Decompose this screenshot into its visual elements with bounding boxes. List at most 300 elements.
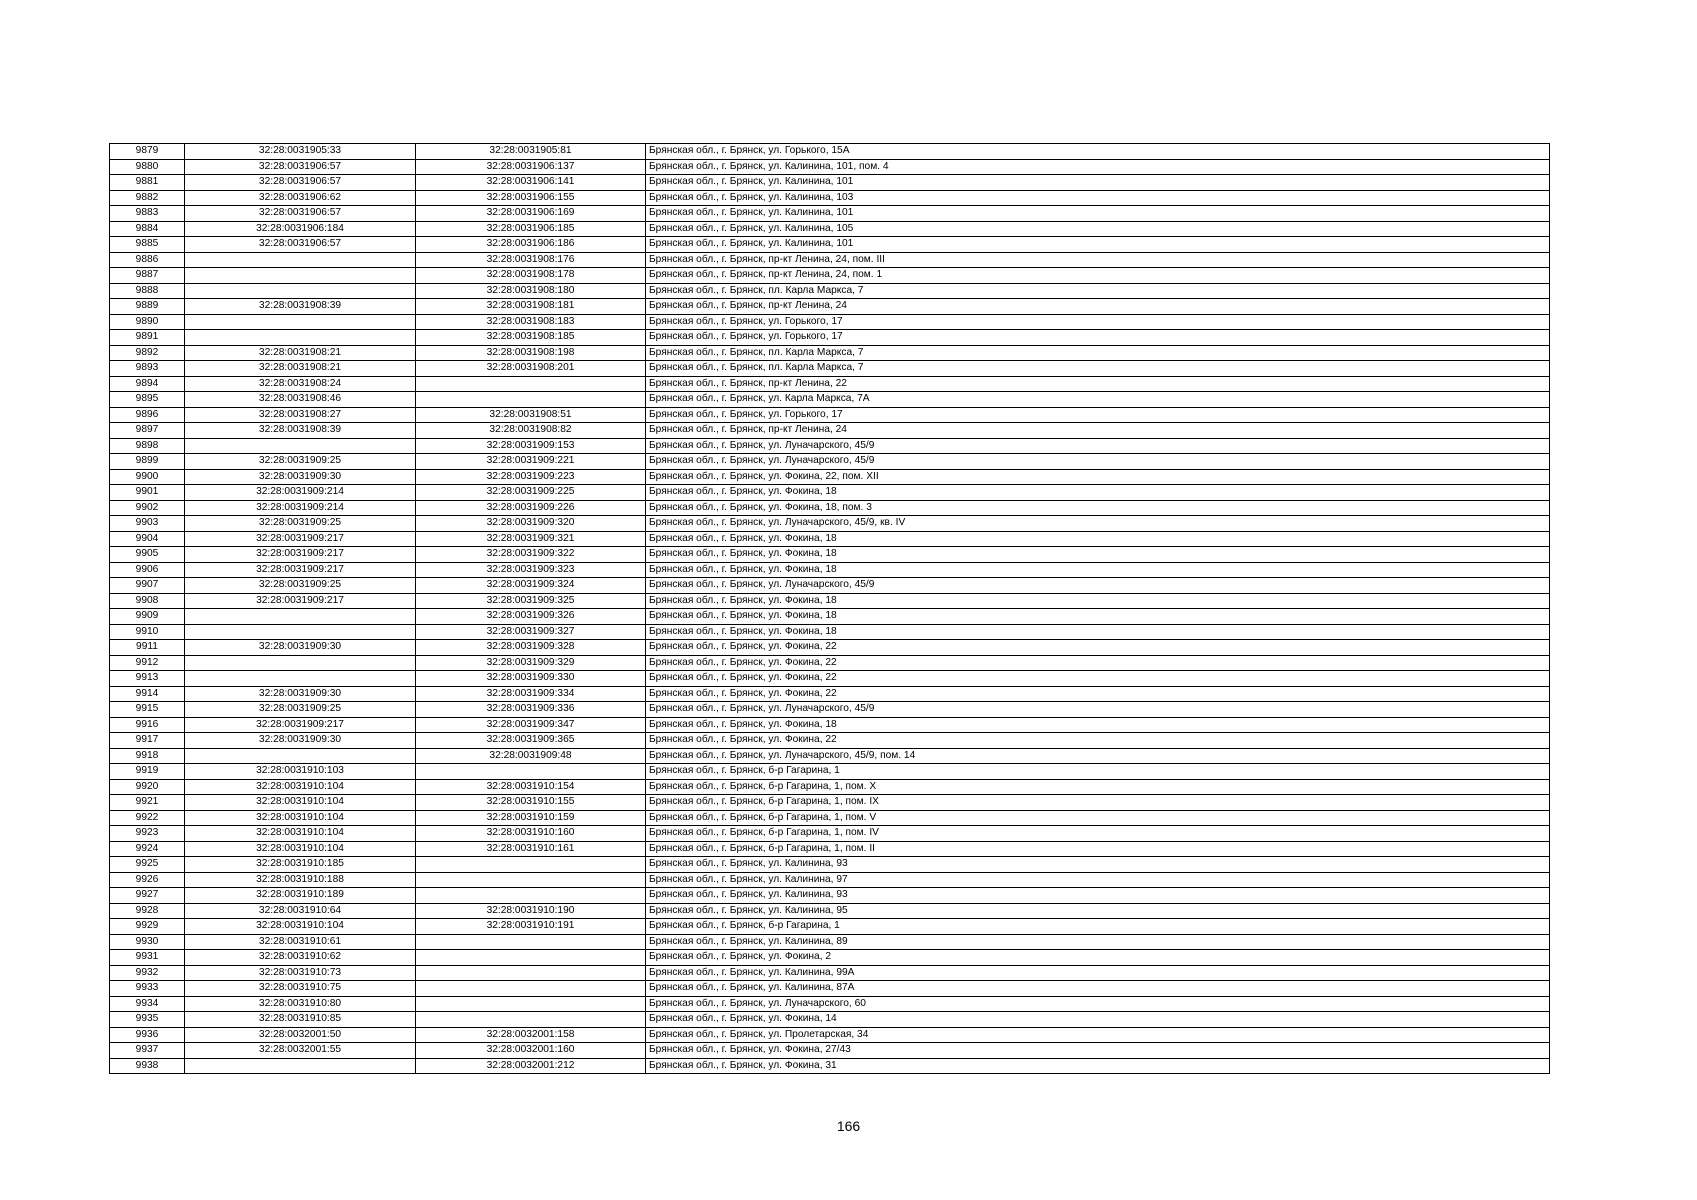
address-cell: Брянская обл., г. Брянск, б-р Гагарина, 1, пом. V <box>646 810 1550 826</box>
table-row <box>110 795 1550 811</box>
row-number-cell: 9893 <box>110 361 185 377</box>
object-number-cell: 32:28:0031908:178 <box>416 268 646 284</box>
address-cell: Брянская обл., г. Брянск, ул. Калинина, 93 <box>646 857 1550 873</box>
object-number-cell: 32:28:0032001:160 <box>416 1043 646 1059</box>
parcel-number-cell: 32:28:0031910:189 <box>185 888 416 904</box>
parcel-number-cell: 32:28:0031910:104 <box>185 919 416 935</box>
table-row <box>110 857 1550 873</box>
parcel-number-cell <box>185 283 416 299</box>
address-cell: Брянская обл., г. Брянск, ул. Фокина, 18 <box>646 624 1550 640</box>
row-number-cell: 9926 <box>110 872 185 888</box>
address-cell: Брянская обл., г. Брянск, пл. Карла Маркса, 7 <box>646 361 1550 377</box>
address-cell: Брянская обл., г. Брянск, ул. Горького, 17 <box>646 407 1550 423</box>
parcel-number-cell: 32:28:0031906:62 <box>185 190 416 206</box>
object-number-cell: 32:28:0031906:155 <box>416 190 646 206</box>
parcel-number-cell: 32:28:0031908:24 <box>185 376 416 392</box>
table-row <box>110 206 1550 222</box>
row-number-cell: 9931 <box>110 950 185 966</box>
table-row <box>110 237 1550 253</box>
object-number-cell <box>416 857 646 873</box>
object-number-cell: 32:28:0031909:322 <box>416 547 646 563</box>
records-table-body <box>110 144 1550 1074</box>
address-cell: Брянская обл., г. Брянск, ул. Калинина, 87А <box>646 981 1550 997</box>
address-cell: Брянская обл., г. Брянск, ул. Луначарского, 45/9 <box>646 454 1550 470</box>
address-cell: Брянская обл., г. Брянск, ул. Луначарского, 45/9 <box>646 578 1550 594</box>
table-row <box>110 283 1550 299</box>
table-row <box>110 671 1550 687</box>
row-number-cell: 9919 <box>110 764 185 780</box>
object-number-cell: 32:28:0031909:334 <box>416 686 646 702</box>
address-cell: Брянская обл., г. Брянск, ул. Фокина, 18 <box>646 485 1550 501</box>
address-cell: Брянская обл., г. Брянск, ул. Калинина, 97 <box>646 872 1550 888</box>
row-number-cell: 9938 <box>110 1058 185 1074</box>
object-number-cell: 32:28:0031905:81 <box>416 144 646 160</box>
row-number-cell: 9895 <box>110 392 185 408</box>
object-number-cell: 32:28:0031906:185 <box>416 221 646 237</box>
parcel-number-cell <box>185 624 416 640</box>
address-cell: Брянская обл., г. Брянск, ул. Фокина, 22 <box>646 686 1550 702</box>
row-number-cell: 9885 <box>110 237 185 253</box>
parcel-number-cell: 32:28:0031908:39 <box>185 423 416 439</box>
row-number-cell: 9930 <box>110 934 185 950</box>
parcel-number-cell: 32:28:0031909:25 <box>185 578 416 594</box>
table-row <box>110 1012 1550 1028</box>
object-number-cell <box>416 872 646 888</box>
object-number-cell: 32:28:0031908:185 <box>416 330 646 346</box>
table-row <box>110 779 1550 795</box>
object-number-cell: 32:28:0031909:326 <box>416 609 646 625</box>
row-number-cell: 9891 <box>110 330 185 346</box>
parcel-number-cell: 32:28:0031909:217 <box>185 717 416 733</box>
object-number-cell: 32:28:0031909:329 <box>416 655 646 671</box>
parcel-number-cell: 32:28:0031905:33 <box>185 144 416 160</box>
parcel-number-cell <box>185 314 416 330</box>
row-number-cell: 9929 <box>110 919 185 935</box>
parcel-number-cell: 32:28:0031909:25 <box>185 454 416 470</box>
row-number-cell: 9909 <box>110 609 185 625</box>
row-number-cell: 9912 <box>110 655 185 671</box>
row-number-cell: 9887 <box>110 268 185 284</box>
row-number-cell: 9881 <box>110 175 185 191</box>
parcel-number-cell: 32:28:0031909:217 <box>185 562 416 578</box>
address-cell: Брянская обл., г. Брянск, б-р Гагарина, 1, пом. X <box>646 779 1550 795</box>
object-number-cell: 32:28:0031909:48 <box>416 748 646 764</box>
address-cell: Брянская обл., г. Брянск, ул. Фокина, 22 <box>646 655 1550 671</box>
row-number-cell: 9890 <box>110 314 185 330</box>
row-number-cell: 9907 <box>110 578 185 594</box>
parcel-number-cell: 32:28:0032001:50 <box>185 1027 416 1043</box>
row-number-cell: 9927 <box>110 888 185 904</box>
row-number-cell: 9932 <box>110 965 185 981</box>
table-row <box>110 423 1550 439</box>
address-cell: Брянская обл., г. Брянск, ул. Фокина, 18 <box>646 562 1550 578</box>
table-row <box>110 748 1550 764</box>
parcel-number-cell: 32:28:0031910:75 <box>185 981 416 997</box>
table-row <box>110 221 1550 237</box>
row-number-cell: 9933 <box>110 981 185 997</box>
object-number-cell: 32:28:0031909:221 <box>416 454 646 470</box>
object-number-cell: 32:28:0031909:324 <box>416 578 646 594</box>
table-row <box>110 578 1550 594</box>
object-number-cell: 32:28:0031909:225 <box>416 485 646 501</box>
table-row <box>110 764 1550 780</box>
row-number-cell: 9886 <box>110 252 185 268</box>
table-row <box>110 314 1550 330</box>
object-number-cell: 32:28:0031908:198 <box>416 345 646 361</box>
object-number-cell <box>416 965 646 981</box>
parcel-number-cell: 32:28:0031910:104 <box>185 795 416 811</box>
table-row <box>110 950 1550 966</box>
address-cell: Брянская обл., г. Брянск, ул. Калинина, 89 <box>646 934 1550 950</box>
address-cell: Брянская обл., г. Брянск, б-р Гагарина, 1, пом. IX <box>646 795 1550 811</box>
table-row <box>110 547 1550 563</box>
parcel-number-cell: 32:28:0031906:57 <box>185 159 416 175</box>
parcel-number-cell <box>185 252 416 268</box>
row-number-cell: 9937 <box>110 1043 185 1059</box>
object-number-cell: 32:28:0031910:155 <box>416 795 646 811</box>
object-number-cell: 32:28:0031908:181 <box>416 299 646 315</box>
address-cell: Брянская обл., г. Брянск, ул. Горького, 17 <box>646 330 1550 346</box>
address-cell: Брянская обл., г. Брянск, пр-кт Ленина, 24 <box>646 423 1550 439</box>
parcel-number-cell: 32:28:0031908:27 <box>185 407 416 423</box>
table-row <box>110 159 1550 175</box>
table-row <box>110 934 1550 950</box>
table-row <box>110 593 1550 609</box>
parcel-number-cell: 32:28:0031906:184 <box>185 221 416 237</box>
object-number-cell: 32:28:0031909:365 <box>416 733 646 749</box>
address-cell: Брянская обл., г. Брянск, ул. Калинина, 101, пом. 4 <box>646 159 1550 175</box>
parcel-number-cell: 32:28:0031909:214 <box>185 500 416 516</box>
row-number-cell: 9908 <box>110 593 185 609</box>
parcel-number-cell <box>185 748 416 764</box>
address-cell: Брянская обл., г. Брянск, пл. Карла Маркса, 7 <box>646 283 1550 299</box>
row-number-cell: 9924 <box>110 841 185 857</box>
table-row <box>110 686 1550 702</box>
object-number-cell <box>416 934 646 950</box>
parcel-number-cell: 32:28:0031910:103 <box>185 764 416 780</box>
row-number-cell: 9913 <box>110 671 185 687</box>
parcel-number-cell: 32:28:0031910:61 <box>185 934 416 950</box>
address-cell: Брянская обл., г. Брянск, пр-кт Ленина, 24 <box>646 299 1550 315</box>
parcel-number-cell: 32:28:0031910:104 <box>185 841 416 857</box>
table-row <box>110 1058 1550 1074</box>
address-cell: Брянская обл., г. Брянск, пл. Карла Маркса, 7 <box>646 345 1550 361</box>
table-row <box>110 376 1550 392</box>
table-row <box>110 345 1550 361</box>
object-number-cell: 32:28:0031910:154 <box>416 779 646 795</box>
table-row <box>110 919 1550 935</box>
row-number-cell: 9936 <box>110 1027 185 1043</box>
parcel-number-cell: 32:28:0031908:46 <box>185 392 416 408</box>
address-cell: Брянская обл., г. Брянск, ул. Пролетарская, 34 <box>646 1027 1550 1043</box>
object-number-cell: 32:28:0031908:82 <box>416 423 646 439</box>
object-number-cell: 32:28:0031906:137 <box>416 159 646 175</box>
object-number-cell: 32:28:0032001:212 <box>416 1058 646 1074</box>
object-number-cell: 32:28:0031908:176 <box>416 252 646 268</box>
parcel-number-cell <box>185 671 416 687</box>
parcel-number-cell: 32:28:0031906:57 <box>185 175 416 191</box>
table-row <box>110 981 1550 997</box>
table-row <box>110 996 1550 1012</box>
parcel-number-cell <box>185 655 416 671</box>
address-cell: Брянская обл., г. Брянск, б-р Гагарина, 1 <box>646 764 1550 780</box>
parcel-number-cell: 32:28:0031910:104 <box>185 810 416 826</box>
address-cell: Брянская обл., г. Брянск, ул. Фокина, 22 <box>646 733 1550 749</box>
object-number-cell: 32:28:0031910:161 <box>416 841 646 857</box>
table-row <box>110 888 1550 904</box>
object-number-cell <box>416 981 646 997</box>
address-cell: Брянская обл., г. Брянск, пр-кт Ленина, 22 <box>646 376 1550 392</box>
parcel-number-cell: 32:28:0031909:217 <box>185 547 416 563</box>
object-number-cell: 32:28:0031906:141 <box>416 175 646 191</box>
address-cell: Брянская обл., г. Брянск, ул. Калинина, 101 <box>646 206 1550 222</box>
row-number-cell: 9916 <box>110 717 185 733</box>
row-number-cell: 9880 <box>110 159 185 175</box>
row-number-cell: 9921 <box>110 795 185 811</box>
address-cell: Брянская обл., г. Брянск, б-р Гагарина, 1, пом. II <box>646 841 1550 857</box>
row-number-cell: 9917 <box>110 733 185 749</box>
address-cell: Брянская обл., г. Брянск, ул. Фокина, 18 <box>646 717 1550 733</box>
parcel-number-cell: 32:28:0031910:104 <box>185 826 416 842</box>
object-number-cell: 32:28:0031910:191 <box>416 919 646 935</box>
row-number-cell: 9935 <box>110 1012 185 1028</box>
parcel-number-cell: 32:28:0032001:55 <box>185 1043 416 1059</box>
address-cell: Брянская обл., г. Брянск, ул. Луначарского, 45/9 <box>646 702 1550 718</box>
row-number-cell: 9923 <box>110 826 185 842</box>
table-row <box>110 516 1550 532</box>
row-number-cell: 9894 <box>110 376 185 392</box>
address-cell: Брянская обл., г. Брянск, пр-кт Ленина, 24, пом. III <box>646 252 1550 268</box>
parcel-number-cell: 32:28:0031908:39 <box>185 299 416 315</box>
address-cell: Брянская обл., г. Брянск, ул. Фокина, 2 <box>646 950 1550 966</box>
address-cell: Брянская обл., г. Брянск, ул. Карла Маркса, 7А <box>646 392 1550 408</box>
object-number-cell: 32:28:0031908:183 <box>416 314 646 330</box>
row-number-cell: 9879 <box>110 144 185 160</box>
parcel-number-cell: 32:28:0031909:217 <box>185 593 416 609</box>
parcel-number-cell: 32:28:0031909:30 <box>185 686 416 702</box>
address-cell: Брянская обл., г. Брянск, ул. Фокина, 14 <box>646 1012 1550 1028</box>
parcel-number-cell: 32:28:0031909:25 <box>185 702 416 718</box>
object-number-cell: 32:28:0031910:159 <box>416 810 646 826</box>
object-number-cell: 32:28:0031909:327 <box>416 624 646 640</box>
address-cell: Брянская обл., г. Брянск, пр-кт Ленина, 24, пом. 1 <box>646 268 1550 284</box>
row-number-cell: 9888 <box>110 283 185 299</box>
parcel-number-cell: 32:28:0031909:30 <box>185 640 416 656</box>
row-number-cell: 9906 <box>110 562 185 578</box>
object-number-cell: 32:28:0031910:190 <box>416 903 646 919</box>
table-row <box>110 733 1550 749</box>
row-number-cell: 9883 <box>110 206 185 222</box>
row-number-cell: 9892 <box>110 345 185 361</box>
table-row <box>110 562 1550 578</box>
object-number-cell <box>416 1012 646 1028</box>
address-cell: Брянская обл., г. Брянск, ул. Горького, 17 <box>646 314 1550 330</box>
row-number-cell: 9899 <box>110 454 185 470</box>
parcel-number-cell: 32:28:0031910:104 <box>185 779 416 795</box>
object-number-cell: 32:28:0031909:321 <box>416 531 646 547</box>
row-number-cell: 9901 <box>110 485 185 501</box>
object-number-cell <box>416 376 646 392</box>
object-number-cell: 32:28:0031909:336 <box>416 702 646 718</box>
table-row <box>110 190 1550 206</box>
table-row <box>110 717 1550 733</box>
table-row <box>110 655 1550 671</box>
table-row <box>110 469 1550 485</box>
table-row <box>110 361 1550 377</box>
row-number-cell: 9903 <box>110 516 185 532</box>
row-number-cell: 9889 <box>110 299 185 315</box>
table-row <box>110 1043 1550 1059</box>
parcel-number-cell <box>185 609 416 625</box>
object-number-cell: 32:28:0031909:223 <box>416 469 646 485</box>
address-cell: Брянская обл., г. Брянск, ул. Калинина, 103 <box>646 190 1550 206</box>
table-row <box>110 330 1550 346</box>
table-row <box>110 175 1550 191</box>
table-row <box>110 485 1550 501</box>
table-row <box>110 531 1550 547</box>
parcel-number-cell: 32:28:0031908:21 <box>185 345 416 361</box>
address-cell: Брянская обл., г. Брянск, ул. Фокина, 18 <box>646 593 1550 609</box>
parcel-number-cell <box>185 438 416 454</box>
address-cell: Брянская обл., г. Брянск, ул. Фокина, 22, пом. XII <box>646 469 1550 485</box>
table-row <box>110 624 1550 640</box>
object-number-cell: 32:28:0031909:323 <box>416 562 646 578</box>
address-cell: Брянская обл., г. Брянск, б-р Гагарина, 1 <box>646 919 1550 935</box>
row-number-cell: 9911 <box>110 640 185 656</box>
address-cell: Брянская обл., г. Брянск, ул. Горького, 15А <box>646 144 1550 160</box>
address-cell: Брянская обл., г. Брянск, ул. Калинина, 105 <box>646 221 1550 237</box>
address-cell: Брянская обл., г. Брянск, ул. Луначарского, 45/9, пом. 14 <box>646 748 1550 764</box>
parcel-number-cell: 32:28:0031909:25 <box>185 516 416 532</box>
object-number-cell <box>416 950 646 966</box>
object-number-cell <box>416 764 646 780</box>
table-row <box>110 609 1550 625</box>
row-number-cell: 9904 <box>110 531 185 547</box>
row-number-cell: 9915 <box>110 702 185 718</box>
row-number-cell: 9934 <box>110 996 185 1012</box>
row-number-cell: 9897 <box>110 423 185 439</box>
page-number: 166 <box>836 1118 861 1134</box>
address-cell: Брянская обл., г. Брянск, ул. Калинина, 101 <box>646 237 1550 253</box>
parcel-number-cell <box>185 330 416 346</box>
address-cell: Брянская обл., г. Брянск, б-р Гагарина, 1, пом. IV <box>646 826 1550 842</box>
object-number-cell: 32:28:0031906:186 <box>416 237 646 253</box>
address-cell: Брянская обл., г. Брянск, ул. Фокина, 18, пом. 3 <box>646 500 1550 516</box>
table-row <box>110 392 1550 408</box>
address-cell: Брянская обл., г. Брянск, ул. Фокина, 22 <box>646 640 1550 656</box>
parcel-number-cell: 32:28:0031909:30 <box>185 733 416 749</box>
address-cell: Брянская обл., г. Брянск, ул. Фокина, 18 <box>646 547 1550 563</box>
object-number-cell: 32:28:0031909:320 <box>416 516 646 532</box>
parcel-number-cell: 32:28:0031909:214 <box>185 485 416 501</box>
object-number-cell: 32:28:0031909:347 <box>416 717 646 733</box>
table-row <box>110 144 1550 160</box>
row-number-cell: 9928 <box>110 903 185 919</box>
object-number-cell: 32:28:0031909:153 <box>416 438 646 454</box>
parcel-number-cell: 32:28:0031910:188 <box>185 872 416 888</box>
address-cell: Брянская обл., г. Брянск, ул. Луначарского, 45/9 <box>646 438 1550 454</box>
address-cell: Брянская обл., г. Брянск, ул. Фокина, 18 <box>646 531 1550 547</box>
table-row <box>110 1027 1550 1043</box>
parcel-number-cell: 32:28:0031910:185 <box>185 857 416 873</box>
table-row <box>110 702 1550 718</box>
table-row <box>110 438 1550 454</box>
table-row <box>110 454 1550 470</box>
address-cell: Брянская обл., г. Брянск, ул. Луначарского, 60 <box>646 996 1550 1012</box>
row-number-cell: 9898 <box>110 438 185 454</box>
table-row <box>110 500 1550 516</box>
address-cell: Брянская обл., г. Брянск, ул. Фокина, 18 <box>646 609 1550 625</box>
row-number-cell: 9905 <box>110 547 185 563</box>
object-number-cell <box>416 888 646 904</box>
row-number-cell: 9884 <box>110 221 185 237</box>
records-table <box>109 143 1550 1074</box>
row-number-cell: 9900 <box>110 469 185 485</box>
row-number-cell: 9925 <box>110 857 185 873</box>
parcel-number-cell: 32:28:0031908:21 <box>185 361 416 377</box>
object-number-cell: 32:28:0031909:328 <box>416 640 646 656</box>
object-number-cell: 32:28:0031910:160 <box>416 826 646 842</box>
table-row <box>110 268 1550 284</box>
address-cell: Брянская обл., г. Брянск, ул. Фокина, 22 <box>646 671 1550 687</box>
address-cell: Брянская обл., г. Брянск, ул. Фокина, 27/43 <box>646 1043 1550 1059</box>
row-number-cell: 9882 <box>110 190 185 206</box>
table-row <box>110 965 1550 981</box>
object-number-cell <box>416 996 646 1012</box>
table-row <box>110 640 1550 656</box>
address-cell: Брянская обл., г. Брянск, ул. Калинина, 95 <box>646 903 1550 919</box>
parcel-number-cell <box>185 268 416 284</box>
object-number-cell: 32:28:0031908:180 <box>416 283 646 299</box>
parcel-number-cell: 32:28:0031910:80 <box>185 996 416 1012</box>
object-number-cell: 32:28:0031908:201 <box>416 361 646 377</box>
row-number-cell: 9914 <box>110 686 185 702</box>
object-number-cell: 32:28:0031906:169 <box>416 206 646 222</box>
table-row <box>110 299 1550 315</box>
table-row <box>110 872 1550 888</box>
parcel-number-cell: 32:28:0031910:64 <box>185 903 416 919</box>
table-row <box>110 407 1550 423</box>
row-number-cell: 9918 <box>110 748 185 764</box>
table-row <box>110 826 1550 842</box>
parcel-number-cell: 32:28:0031910:85 <box>185 1012 416 1028</box>
table-row <box>110 252 1550 268</box>
object-number-cell: 32:28:0031909:325 <box>416 593 646 609</box>
address-cell: Брянская обл., г. Брянск, ул. Калинина, 93 <box>646 888 1550 904</box>
object-number-cell: 32:28:0032001:158 <box>416 1027 646 1043</box>
table-row <box>110 903 1550 919</box>
address-cell: Брянская обл., г. Брянск, ул. Луначарского, 45/9, кв. IV <box>646 516 1550 532</box>
address-cell: Брянская обл., г. Брянск, ул. Фокина, 31 <box>646 1058 1550 1074</box>
object-number-cell <box>416 392 646 408</box>
parcel-number-cell <box>185 1058 416 1074</box>
object-number-cell: 32:28:0031908:51 <box>416 407 646 423</box>
object-number-cell: 32:28:0031909:226 <box>416 500 646 516</box>
parcel-number-cell: 32:28:0031909:217 <box>185 531 416 547</box>
parcel-number-cell: 32:28:0031906:57 <box>185 237 416 253</box>
row-number-cell: 9920 <box>110 779 185 795</box>
row-number-cell: 9896 <box>110 407 185 423</box>
table-row <box>110 841 1550 857</box>
parcel-number-cell: 32:28:0031910:62 <box>185 950 416 966</box>
parcel-number-cell: 32:28:0031910:73 <box>185 965 416 981</box>
row-number-cell: 9902 <box>110 500 185 516</box>
parcel-number-cell: 32:28:0031909:30 <box>185 469 416 485</box>
table-row <box>110 810 1550 826</box>
row-number-cell: 9910 <box>110 624 185 640</box>
address-cell: Брянская обл., г. Брянск, ул. Калинина, 101 <box>646 175 1550 191</box>
row-number-cell: 9922 <box>110 810 185 826</box>
